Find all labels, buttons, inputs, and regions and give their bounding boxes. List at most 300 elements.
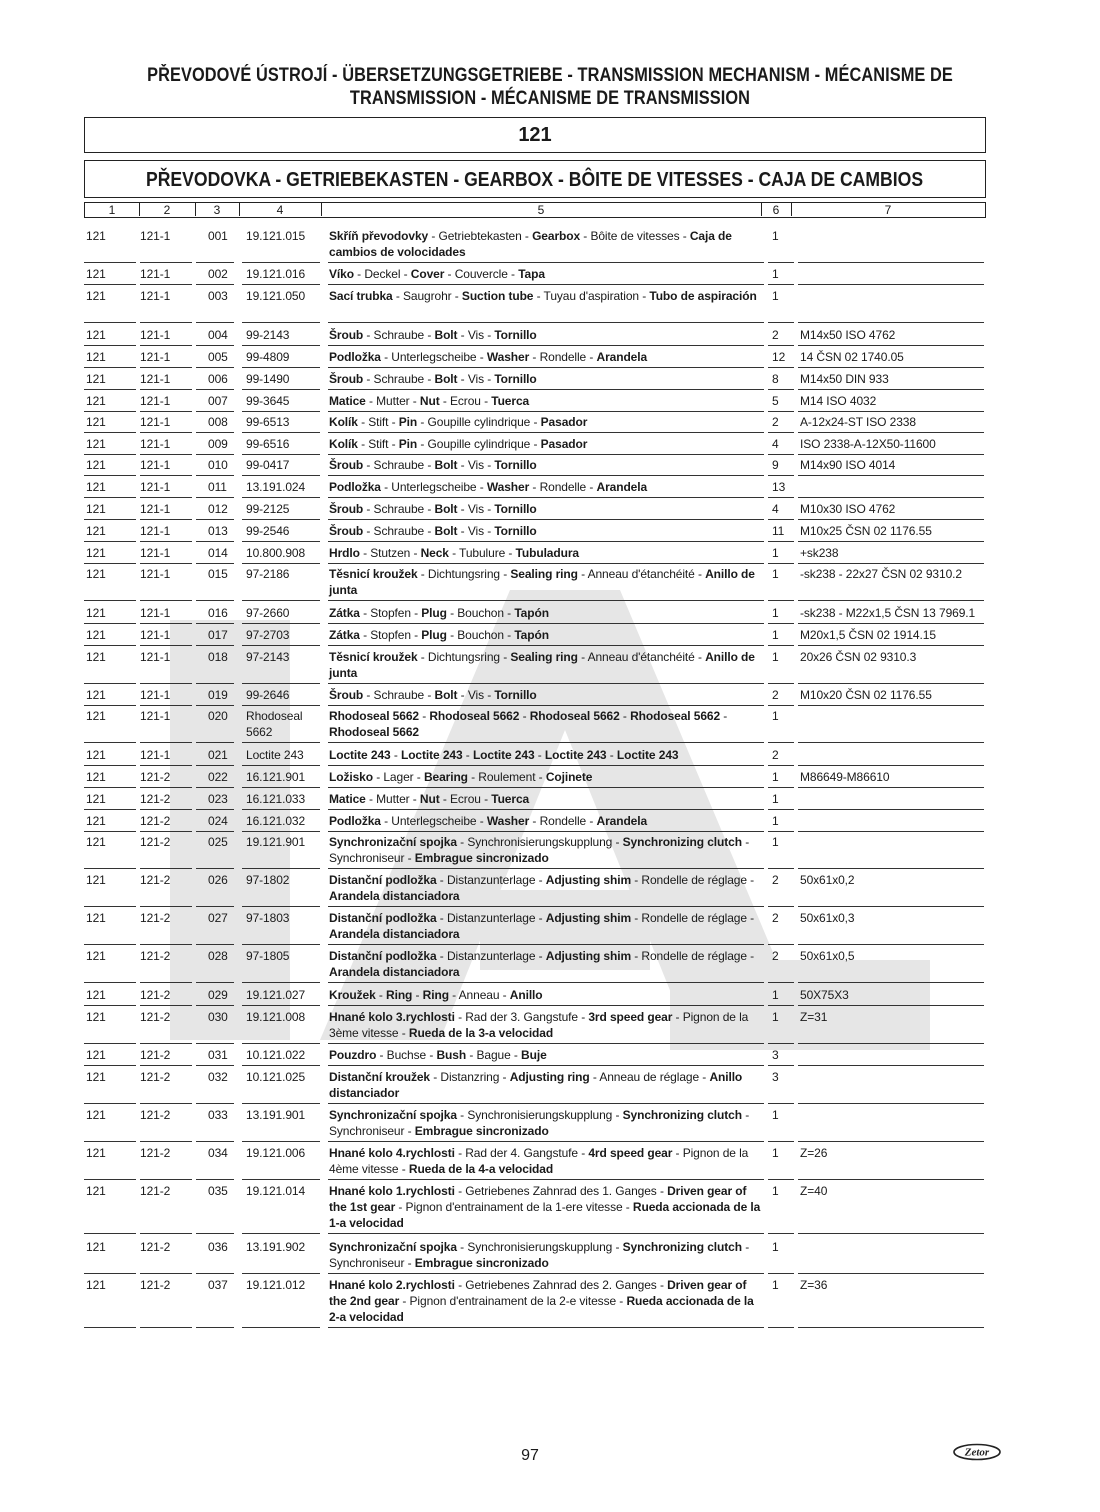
row-rule xyxy=(196,765,234,766)
row-rule xyxy=(798,787,984,788)
row-rule xyxy=(140,742,192,743)
row-rule xyxy=(768,906,794,907)
table-row xyxy=(84,1107,986,1143)
group-cell: 121 xyxy=(86,480,106,494)
note-cell: M20x1,5 ČSN 02 1914.15 xyxy=(800,628,936,642)
row-rule xyxy=(242,645,320,646)
subgroup-cell: 121-1 xyxy=(140,709,171,723)
position-cell: 013 xyxy=(208,524,228,538)
quantity-cell: 2 xyxy=(772,415,779,429)
position-cell: 024 xyxy=(208,814,228,828)
position-cell: 009 xyxy=(208,437,228,451)
row-rule xyxy=(328,705,764,706)
row-rule xyxy=(242,1273,320,1274)
position-cell: 030 xyxy=(208,1010,228,1024)
row-rule xyxy=(196,497,234,498)
row-rule xyxy=(140,1273,192,1274)
row-rule xyxy=(328,787,764,788)
svg-text:Zetor: Zetor xyxy=(964,1446,990,1459)
row-rule xyxy=(768,623,794,624)
row-rule xyxy=(196,645,234,646)
table-row xyxy=(84,349,986,369)
row-rule xyxy=(196,389,234,390)
quantity-cell: 2 xyxy=(772,911,779,925)
table-row xyxy=(84,1145,986,1181)
quantity-cell: 9 xyxy=(772,458,779,472)
row-rule xyxy=(798,432,984,433)
row-rule xyxy=(196,541,234,542)
position-cell: 019 xyxy=(208,688,228,702)
row-rule xyxy=(798,475,984,476)
row-rule xyxy=(242,475,320,476)
row-rule xyxy=(798,322,984,323)
subgroup-cell: 121-2 xyxy=(140,814,171,828)
part-number-cell: 19.121.016 xyxy=(246,267,306,281)
row-rule xyxy=(196,787,234,788)
part-number-cell: 97-1803 xyxy=(246,911,290,925)
row-rule xyxy=(328,765,764,766)
row-rule xyxy=(798,563,984,564)
row-rule xyxy=(196,944,234,945)
row-rule xyxy=(140,944,192,945)
part-number-cell: 13.191.901 xyxy=(246,1108,306,1122)
group-cell: 121 xyxy=(86,688,106,702)
part-number-cell: 99-2143 xyxy=(246,328,290,342)
part-number-cell: 13.191.024 xyxy=(246,480,306,494)
group-cell: 121 xyxy=(86,502,106,516)
description-cell: Šroub - Schraube - Bolt - Vis - Tornillo xyxy=(329,372,537,386)
row-rule xyxy=(140,367,192,368)
group-cell: 121 xyxy=(86,814,106,828)
row-rule xyxy=(798,1103,984,1104)
description-cell: Hrdlo - Stutzen - Neck - Tubulure - Tubuladura xyxy=(329,546,579,560)
note-cell: M10x25 ČSN 02 1176.55 xyxy=(800,524,932,538)
quantity-cell: 1 xyxy=(772,567,779,581)
row-rule xyxy=(798,1273,984,1274)
part-number-cell: 10.800.908 xyxy=(246,546,306,560)
row-rule xyxy=(242,1065,320,1066)
position-cell: 029 xyxy=(208,988,228,1002)
row-rule xyxy=(196,623,234,624)
row-rule xyxy=(84,367,136,368)
group-cell: 121 xyxy=(86,458,106,472)
row-rule xyxy=(798,1327,984,1328)
description-cell: Loctite 243 - Loctite 243 - Loctite 243 - Loctite 243 - Loctite 243 xyxy=(329,748,679,762)
row-rule xyxy=(242,831,320,832)
row-rule xyxy=(196,1179,234,1180)
position-cell: 003 xyxy=(208,289,228,303)
row-rule xyxy=(328,1065,764,1066)
part-number-cell: 19.121.006 xyxy=(246,1146,306,1160)
row-rule xyxy=(768,411,794,412)
position-cell: 036 xyxy=(208,1240,228,1254)
description-cell: Rhodoseal 5662 - Rhodoseal 5662 - Rhodoseal 5662 - Rhodoseal 5662 - Rhodoseal 5662 xyxy=(329,709,728,739)
note-cell: Z=31 xyxy=(800,1010,828,1024)
row-rule xyxy=(768,683,794,684)
row-rule xyxy=(768,742,794,743)
group-cell: 121 xyxy=(86,1108,106,1122)
quantity-cell: 2 xyxy=(772,949,779,963)
row-rule xyxy=(140,563,192,564)
part-number-cell: 99-2125 xyxy=(246,502,290,516)
row-rule xyxy=(768,1233,794,1234)
table-row xyxy=(84,479,986,499)
quantity-cell: 1 xyxy=(772,1146,779,1160)
position-cell: 031 xyxy=(208,1048,228,1062)
row-rule xyxy=(196,1233,234,1234)
table-row xyxy=(84,501,986,521)
row-rule xyxy=(196,1065,234,1066)
group-code: 121 xyxy=(518,124,552,146)
description-cell: Hnané kolo 1.rychlosti - Getriebenes Zahnrad des 1. Ganges - Driven gear of the 1st gear - Pignon d'entrainament de la 1-ere vitesse - Rueda accionada de la 1-a velocidad xyxy=(329,1184,761,1230)
note-cell: 50x61x0,2 xyxy=(800,873,855,887)
position-cell: 014 xyxy=(208,546,228,560)
part-number-cell: 99-4809 xyxy=(246,350,290,364)
group-cell: 121 xyxy=(86,1146,106,1160)
note-cell: 14 ČSN 02 1740.05 xyxy=(800,350,904,364)
position-cell: 028 xyxy=(208,949,228,963)
description-cell: Matice - Mutter - Nut - Ecrou - Tuerca xyxy=(329,394,530,408)
row-rule xyxy=(242,1327,320,1328)
row-rule xyxy=(242,683,320,684)
subgroup-cell: 121-1 xyxy=(140,229,171,243)
row-rule xyxy=(798,809,984,810)
row-rule xyxy=(768,475,794,476)
part-number-cell: Loctite 243 xyxy=(246,748,304,762)
note-cell: Z=36 xyxy=(800,1278,828,1292)
row-rule xyxy=(768,432,794,433)
description-cell: Podložka - Unterlegscheibe - Washer - Rondelle - Arandela xyxy=(329,350,648,364)
quantity-cell: 1 xyxy=(772,814,779,828)
subgroup-cell: 121-2 xyxy=(140,792,171,806)
subgroup-cell: 121-1 xyxy=(140,688,171,702)
row-rule xyxy=(798,1141,984,1142)
row-rule xyxy=(84,1273,136,1274)
part-number-cell: 97-2186 xyxy=(246,567,290,581)
row-rule xyxy=(328,1273,764,1274)
position-cell: 005 xyxy=(208,350,228,364)
position-cell: 037 xyxy=(208,1278,228,1292)
note-cell: Z=26 xyxy=(800,1146,828,1160)
row-rule xyxy=(328,262,764,263)
row-rule xyxy=(196,809,234,810)
description-cell: Šroub - Schraube - Bolt - Vis - Tornillo xyxy=(329,688,537,702)
group-cell: 121 xyxy=(86,267,106,281)
group-cell: 121 xyxy=(86,650,106,664)
row-rule xyxy=(242,1103,320,1104)
row-rule xyxy=(140,497,192,498)
group-cell: 121 xyxy=(86,1184,106,1198)
quantity-cell: 3 xyxy=(772,1070,779,1084)
row-rule xyxy=(140,454,192,455)
row-rule xyxy=(242,906,320,907)
row-rule xyxy=(242,1005,320,1006)
row-rule xyxy=(84,742,136,743)
row-rule xyxy=(798,683,984,684)
row-rule xyxy=(242,982,320,983)
row-rule xyxy=(242,765,320,766)
quantity-cell: 1 xyxy=(772,628,779,642)
description-cell: Synchronizační spojka - Synchronisierungskupplung - Synchronizing clutch - Synchroniseur - Embrague sincronizado xyxy=(329,835,750,865)
quantity-cell: 13 xyxy=(772,480,786,494)
quantity-cell: 4 xyxy=(772,502,779,516)
subtitle-box xyxy=(84,160,986,198)
subgroup-cell: 121-2 xyxy=(140,1048,171,1062)
row-rule xyxy=(242,1233,320,1234)
row-rule xyxy=(84,1179,136,1180)
row-rule xyxy=(768,519,794,520)
page-number: 97 xyxy=(521,1447,539,1464)
description-cell: Ložisko - Lager - Bearing - Roulement - Cojinete xyxy=(329,770,593,784)
description-cell: Kroužek - Ring - Ring - Anneau - Anillo xyxy=(329,988,543,1002)
row-rule xyxy=(768,322,794,323)
note-cell: A-12x24-ST ISO 2338 xyxy=(800,415,916,429)
table-row xyxy=(84,791,986,811)
quantity-cell: 2 xyxy=(772,328,779,342)
description-cell: Zátka - Stopfen - Plug - Bouchon - Tapón xyxy=(329,606,549,620)
table-row xyxy=(84,566,986,602)
description-cell: Pouzdro - Buchse - Bush - Bague - Buje xyxy=(329,1048,547,1062)
row-rule xyxy=(196,868,234,869)
row-rule xyxy=(242,742,320,743)
row-rule xyxy=(798,1233,984,1234)
part-number-cell: 13.191.902 xyxy=(246,1240,306,1254)
note-cell: 20x26 ČSN 02 9310.3 xyxy=(800,650,917,664)
row-rule xyxy=(196,563,234,564)
part-number-cell: 19.121.008 xyxy=(246,1010,306,1024)
row-rule xyxy=(768,1005,794,1006)
description-cell: Distanční podložka - Distanzunterlage - Adjusting shim - Rondelle de réglage - Arandela distanciadora xyxy=(329,911,755,941)
subgroup-cell: 121-1 xyxy=(140,437,171,451)
row-rule xyxy=(84,600,136,601)
row-rule xyxy=(196,322,234,323)
row-rule xyxy=(140,345,192,346)
subgroup-cell: 121-2 xyxy=(140,835,171,849)
part-number-cell: 19.121.901 xyxy=(246,835,306,849)
part-number-cell: 99-6513 xyxy=(246,415,290,429)
table-row xyxy=(84,813,986,833)
row-rule xyxy=(768,944,794,945)
table-row xyxy=(84,457,986,477)
row-rule xyxy=(242,1179,320,1180)
description-cell: Šroub - Schraube - Bolt - Vis - Tornillo xyxy=(329,328,537,342)
part-number-cell: 10.121.022 xyxy=(246,1048,306,1062)
group-cell: 121 xyxy=(86,524,106,538)
row-rule xyxy=(140,831,192,832)
position-cell: 035 xyxy=(208,1184,228,1198)
note-cell: M86649-M86610 xyxy=(800,770,890,784)
row-rule xyxy=(768,345,794,346)
row-rule xyxy=(140,1233,192,1234)
description-cell: Distanční podložka - Distanzunterlage - Adjusting shim - Rondelle de réglage - Arandela distanciadora xyxy=(329,873,755,903)
row-rule xyxy=(196,1103,234,1104)
subgroup-cell: 121-1 xyxy=(140,524,171,538)
description-cell: Šroub - Schraube - Bolt - Vis - Tornillo xyxy=(329,458,537,472)
row-rule xyxy=(196,1043,234,1044)
quantity-cell: 1 xyxy=(772,546,779,560)
part-number-cell: 99-2546 xyxy=(246,524,290,538)
quantity-cell: 8 xyxy=(772,372,779,386)
subgroup-cell: 121-1 xyxy=(140,415,171,429)
row-rule xyxy=(84,906,136,907)
subgroup-cell: 121-1 xyxy=(140,289,171,303)
subgroup-cell: 121-2 xyxy=(140,1070,171,1084)
zetor-logo xyxy=(952,1443,1002,1461)
column-header: 5 xyxy=(321,203,762,216)
table-row xyxy=(84,1047,986,1067)
title-line-2: TRANSMISSION - MÉCANISME DE TRANSMISSION xyxy=(349,88,751,109)
quantity-cell: 1 xyxy=(772,988,779,1002)
position-cell: 012 xyxy=(208,502,228,516)
row-rule xyxy=(768,1179,794,1180)
row-rule xyxy=(242,411,320,412)
description-cell: Synchronizační spojka - Synchronisierungskupplung - Synchronizing clutch - Synchroniseur - Embrague sincronizado xyxy=(329,1240,750,1270)
description-cell: Hnané kolo 2.rychlosti - Getriebenes Zahnrad des 2. Ganges - Driven gear of the 2nd gear - Pignon d'entrainament de la 2-e vitesse - Rueda accionada de la 2-a velocidad xyxy=(329,1278,754,1324)
group-cell: 121 xyxy=(86,792,106,806)
row-rule xyxy=(798,705,984,706)
subgroup-cell: 121-2 xyxy=(140,1146,171,1160)
row-rule xyxy=(196,982,234,983)
row-rule xyxy=(140,1043,192,1044)
row-rule xyxy=(328,519,764,520)
row-rule xyxy=(140,623,192,624)
row-rule xyxy=(84,831,136,832)
row-rule xyxy=(798,367,984,368)
row-rule xyxy=(328,623,764,624)
row-rule xyxy=(242,262,320,263)
subgroup-cell: 121-1 xyxy=(140,458,171,472)
row-rule xyxy=(798,1065,984,1066)
row-rule xyxy=(84,1233,136,1234)
row-rule xyxy=(242,345,320,346)
row-rule xyxy=(328,600,764,601)
table-row xyxy=(84,605,986,625)
row-rule xyxy=(768,600,794,601)
row-rule xyxy=(328,906,764,907)
group-cell: 121 xyxy=(86,1240,106,1254)
position-cell: 011 xyxy=(208,480,227,494)
subgroup-cell: 121-2 xyxy=(140,770,171,784)
part-number-cell: 19.121.012 xyxy=(246,1278,306,1292)
row-rule xyxy=(768,541,794,542)
part-number-cell: 97-1802 xyxy=(246,873,290,887)
quantity-cell: 1 xyxy=(772,267,779,281)
description-cell: Podložka - Unterlegscheibe - Washer - Rondelle - Arandela xyxy=(329,480,648,494)
row-rule xyxy=(328,645,764,646)
row-rule xyxy=(328,1327,764,1328)
row-rule xyxy=(242,389,320,390)
row-rule xyxy=(140,982,192,983)
row-rule xyxy=(768,1103,794,1104)
subgroup-cell: 121-1 xyxy=(140,480,171,494)
description-cell: Šroub - Schraube - Bolt - Vis - Tornillo xyxy=(329,524,537,538)
description-cell: Skříň převodovky - Getriebtekasten - Gearbox - Bôite de vitesses - Caja de cambios de volocidades xyxy=(329,229,732,259)
row-rule xyxy=(84,787,136,788)
position-cell: 032 xyxy=(208,1070,228,1084)
description-cell: Těsnicí kroužek - Dichtungsring - Sealing ring - Anneau d'étanchéité - Anillo de junta xyxy=(329,650,755,680)
row-rule xyxy=(768,982,794,983)
description-cell: Šroub - Schraube - Bolt - Vis - Tornillo xyxy=(329,502,537,516)
position-cell: 017 xyxy=(208,628,228,642)
row-rule xyxy=(768,765,794,766)
row-rule xyxy=(84,1103,136,1104)
quantity-cell: 1 xyxy=(772,835,779,849)
group-cell: 121 xyxy=(86,949,106,963)
part-number-cell: 19.121.015 xyxy=(246,229,306,243)
subgroup-cell: 121-1 xyxy=(140,394,171,408)
description-cell: Distanční podložka - Distanzunterlage - Adjusting shim - Rondelle de réglage - Arandela distanciadora xyxy=(329,949,755,979)
row-rule xyxy=(196,600,234,601)
row-rule xyxy=(328,1005,764,1006)
position-cell: 010 xyxy=(208,458,228,472)
position-cell: 002 xyxy=(208,267,228,281)
description-cell: Kolík - Stift - Pin - Goupille cylindrique - Pasador xyxy=(329,415,588,429)
row-rule xyxy=(242,454,320,455)
row-rule xyxy=(328,345,764,346)
row-rule xyxy=(242,367,320,368)
row-rule xyxy=(798,645,984,646)
row-rule xyxy=(798,1179,984,1180)
group-cell: 121 xyxy=(86,328,106,342)
row-rule xyxy=(140,645,192,646)
row-rule xyxy=(196,683,234,684)
row-rule xyxy=(84,563,136,564)
row-rule xyxy=(798,742,984,743)
row-rule xyxy=(84,645,136,646)
table-row xyxy=(84,747,986,767)
table-row xyxy=(84,545,986,565)
position-cell: 026 xyxy=(208,873,228,887)
row-rule xyxy=(328,683,764,684)
row-rule xyxy=(140,683,192,684)
table-row xyxy=(84,1277,986,1329)
row-rule xyxy=(196,1141,234,1142)
row-rule xyxy=(196,831,234,832)
row-rule xyxy=(768,868,794,869)
subgroup-cell: 121-2 xyxy=(140,1240,171,1254)
row-rule xyxy=(768,705,794,706)
row-rule xyxy=(84,868,136,869)
group-cell: 121 xyxy=(86,415,106,429)
row-rule xyxy=(242,541,320,542)
row-rule xyxy=(798,541,984,542)
table-row xyxy=(84,708,986,744)
row-rule xyxy=(798,497,984,498)
group-cell: 121 xyxy=(86,350,106,364)
table-row xyxy=(84,1183,986,1235)
row-rule xyxy=(196,705,234,706)
row-rule xyxy=(84,541,136,542)
note-cell: ISO 2338-A-12X50-11600 xyxy=(800,437,936,451)
subgroup-cell: 121-2 xyxy=(140,988,171,1002)
row-rule xyxy=(798,623,984,624)
column-header: 6 xyxy=(761,203,792,216)
subgroup-cell: 121-1 xyxy=(140,328,171,342)
row-rule xyxy=(140,765,192,766)
part-number-cell: 99-6516 xyxy=(246,437,290,451)
table-row xyxy=(84,266,986,286)
row-rule xyxy=(140,475,192,476)
column-header: 7 xyxy=(884,203,892,217)
table-row xyxy=(84,414,986,434)
row-rule xyxy=(196,1327,234,1328)
row-rule xyxy=(328,322,764,323)
row-rule xyxy=(328,982,764,983)
row-rule xyxy=(242,868,320,869)
subgroup-cell: 121-1 xyxy=(140,567,171,581)
row-rule xyxy=(768,1043,794,1044)
table-row xyxy=(84,649,986,685)
